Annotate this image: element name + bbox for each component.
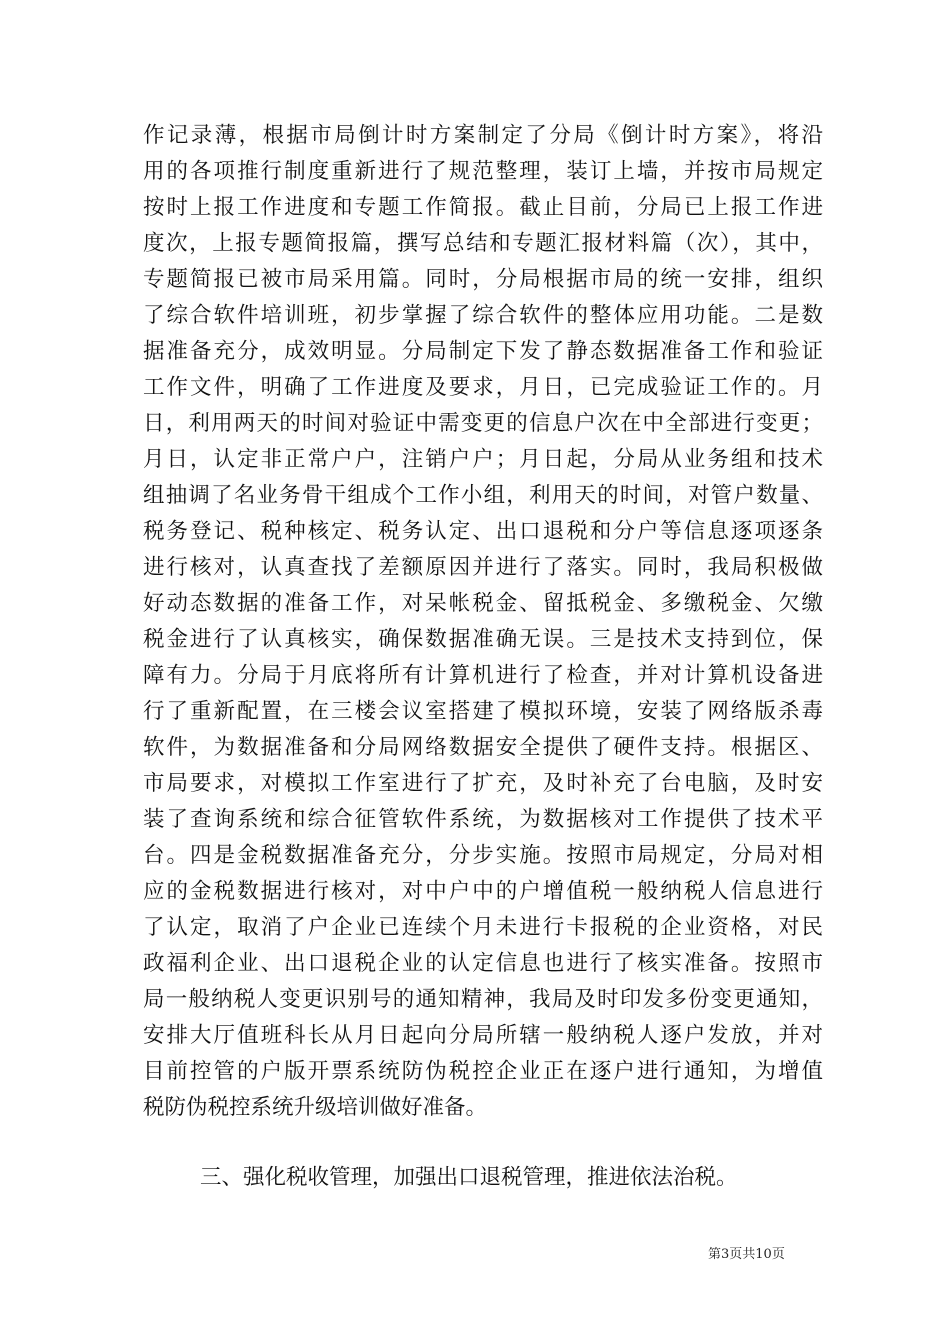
text-line: 了综合软件培训班，初步掌握了综合软件的整体应用功能。二是数 (143, 303, 823, 328)
section-heading: 三、强化税收管理，加强出口退税管理，推进依法治税。 (200, 1165, 738, 1190)
body-paragraph (143, 118, 823, 1126)
text-line: 局一般纳税人变更识别号的通知精神，我局及时印发多份变更通知， (143, 987, 823, 1012)
text-line: 据准备充分，成效明显。分局制定下发了静态数据准备工作和验证 (143, 339, 823, 364)
text-line: 工作文件，明确了工作进度及要求，月日，已完成验证工作的。月 (143, 375, 823, 400)
text-line-last: 税防伪税控系统升级培训做好准备。 (143, 1095, 488, 1120)
text-line: 度次，上报专题简报篇，撰写总结和专题汇报材料篇（次），其中， (143, 231, 823, 256)
text-line: 组抽调了名业务骨干组成个工作小组，利用天的时间，对管户数量、 (143, 483, 823, 508)
text-line: 用的各项推行制度重新进行了规范整理，装订上墙，并按市局规定 (143, 159, 823, 184)
text-line: 了认定，取消了户企业已连续个月未进行卡报税的企业资格，对民 (143, 915, 823, 940)
text-line: 进行核对，认真查找了差额原因并进行了落实。同时，我局积极做 (143, 555, 823, 580)
text-line: 台。四是金税数据准备充分，分步实施。按照市局规定，分局对相 (143, 843, 823, 868)
text-line: 作记录薄，根据市局倒计时方案制定了分局《倒计时方案》，将沿 (143, 123, 823, 148)
text-line: 安排大厅值班科长从月日起向分局所辖一般纳税人逐户发放，并对 (143, 1023, 823, 1048)
text-line: 行了重新配置，在三楼会议室搭建了模拟环境，安装了网络版杀毒 (143, 699, 823, 724)
text-line: 软件，为数据准备和分局网络数据安全提供了硬件支持。根据区、 (143, 735, 823, 760)
text-line: 障有力。分局于月底将所有计算机进行了检查，并对计算机设备进 (143, 663, 823, 688)
text-line: 市局要求，对模拟工作室进行了扩充，及时补充了台电脑，及时安 (143, 771, 823, 796)
text-line: 专题简报已被市局采用篇。同时，分局根据市局的统一安排，组织 (143, 267, 823, 292)
text-line: 应的金税数据进行核对，对中户中的户增值税一般纳税人信息进行 (143, 879, 823, 904)
text-line: 税务登记、税种核定、税务认定、出口退税和分户等信息逐项逐条 (143, 519, 823, 544)
text-line: 月日，认定非正常户户，注销户户；月日起，分局从业务组和技术 (143, 447, 823, 472)
text-line: 日，利用两天的时间对验证中需变更的信息户次在中全部进行变更； (143, 411, 823, 436)
text-line: 税金进行了认真核实，确保数据准确无误。三是技术支持到位，保 (143, 627, 823, 652)
text-line: 按时上报工作进度和专题工作简报。截止目前，分局已上报工作进 (143, 195, 823, 220)
page-number: 第3页共10页 (708, 1247, 785, 1262)
text-line: 好动态数据的准备工作，对呆帐税金、留抵税金、多缴税金、欠缴 (143, 591, 823, 616)
text-line: 政福利企业、出口退税企业的认定信息也进行了核实准备。按照市 (143, 951, 823, 976)
text-line: 目前控管的户版开票系统防伪税控企业正在逐户进行通知，为增值 (143, 1059, 823, 1084)
text-line: 装了查询系统和综合征管软件系统，为数据核对工作提供了技术平 (143, 807, 823, 832)
